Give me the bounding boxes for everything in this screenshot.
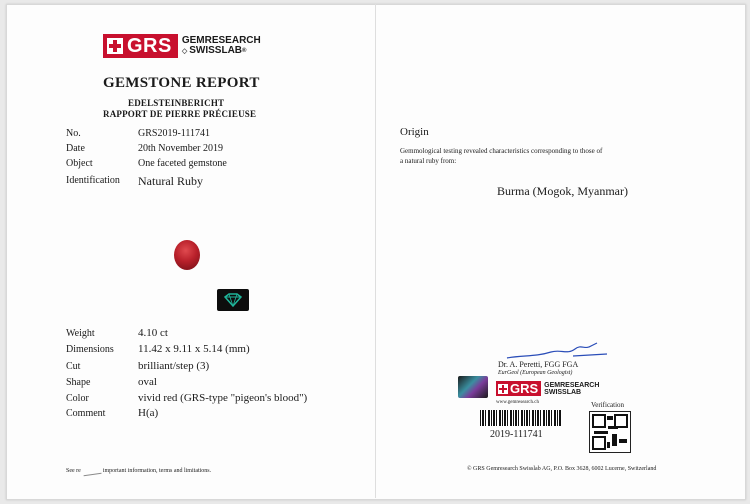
signature-name: Dr. A. Peretti, FGG FGA	[498, 360, 579, 369]
property-row-cut	[66, 361, 209, 372]
detail-value: Natural Ruby	[138, 174, 203, 188]
hologram-sticker	[217, 289, 249, 311]
logo-reg: ®	[242, 48, 247, 54]
footer-left	[66, 466, 211, 475]
property-label: Shape	[66, 377, 91, 388]
property-label: Dimensions	[66, 344, 114, 355]
property-value: 4.10 ct	[138, 327, 168, 339]
signature-credential: EurGeol (European Geologist)	[498, 370, 573, 376]
fold-line	[375, 4, 376, 498]
detail-row-object	[66, 158, 227, 169]
detail-label: No.	[66, 128, 81, 139]
origin-location: Burma (Mogok, Myanmar)	[497, 184, 628, 198]
logo-line1: GEMRESEARCH	[181, 35, 261, 46]
footer-note: important information, terms and limitations.	[102, 467, 212, 474]
check-mark-icon	[82, 465, 101, 476]
swiss-cross-icon	[107, 38, 123, 54]
detail-value: GRS2019-111741	[138, 128, 211, 139]
property-value: brilliant/step (3)	[138, 360, 210, 372]
logo-line2-small: SWISSLAB	[544, 388, 582, 396]
detail-row-no	[66, 128, 210, 139]
report-title: GEMSTONE REPORT	[103, 75, 260, 91]
property-value: H(a)	[138, 407, 159, 419]
origin-text-line2: a natural ruby from:	[400, 157, 457, 165]
property-label: Color	[66, 393, 89, 404]
signature-hologram	[458, 376, 488, 398]
logo-line1-small: GEMRESEARCH	[544, 381, 600, 389]
website: www.gemresearch.ch	[496, 400, 539, 405]
property-row-dimensions	[66, 344, 250, 355]
property-label: Cut	[66, 361, 81, 372]
logo-mark: GRS	[127, 34, 172, 57]
detail-label: Date	[66, 143, 85, 154]
property-value: oval	[138, 376, 157, 388]
property-row-comment	[66, 408, 158, 419]
property-row-weight	[66, 328, 168, 339]
subtitle-french: RAPPORT DE PIERRE PRÉCIEUSE	[103, 109, 257, 119]
ruby-photo	[174, 240, 200, 270]
subtitle-german: EDELSTEINBERICHT	[128, 98, 225, 108]
property-value: vivid red (GRS-type "pigeon's blood")	[138, 392, 308, 404]
hologram-diamond-icon	[222, 293, 244, 307]
property-value: 11.42 x 9.11 x 5.14 (mm)	[138, 343, 250, 355]
property-row-color	[66, 393, 307, 404]
diamond-icon: ◇	[181, 47, 188, 55]
logo-line2: SWISSLAB	[189, 45, 243, 56]
origin-heading: Origin	[400, 126, 429, 138]
footer-right: © GRS Gemresearch Swisslab AG, P.O. Box 3628, 6002 Lucerne, Switzerland	[467, 466, 657, 472]
detail-value: One faceted gemstone	[138, 158, 227, 169]
qr-code	[589, 411, 631, 453]
origin-text-line1: Gemmological testing revealed characteristics corresponding to those of	[400, 147, 603, 155]
property-label: Weight	[66, 328, 95, 339]
logo-mark-small: GRS	[510, 381, 539, 396]
verification-label: Verification	[591, 401, 625, 409]
detail-row-date	[66, 143, 223, 154]
property-row-shape	[66, 377, 157, 388]
property-label: Comment	[66, 408, 106, 419]
detail-value: 20th November 2019	[138, 143, 223, 154]
barcode	[480, 410, 562, 426]
detail-label: Object	[66, 158, 93, 169]
detail-row-identification	[66, 175, 203, 189]
footer-see: See re	[66, 467, 81, 474]
grs-logo-small	[496, 381, 599, 396]
grs-logo	[103, 34, 261, 58]
swiss-cross-icon-small	[498, 384, 508, 394]
barcode-number: 2019-111741	[490, 429, 543, 440]
detail-label: Identification	[66, 175, 120, 186]
